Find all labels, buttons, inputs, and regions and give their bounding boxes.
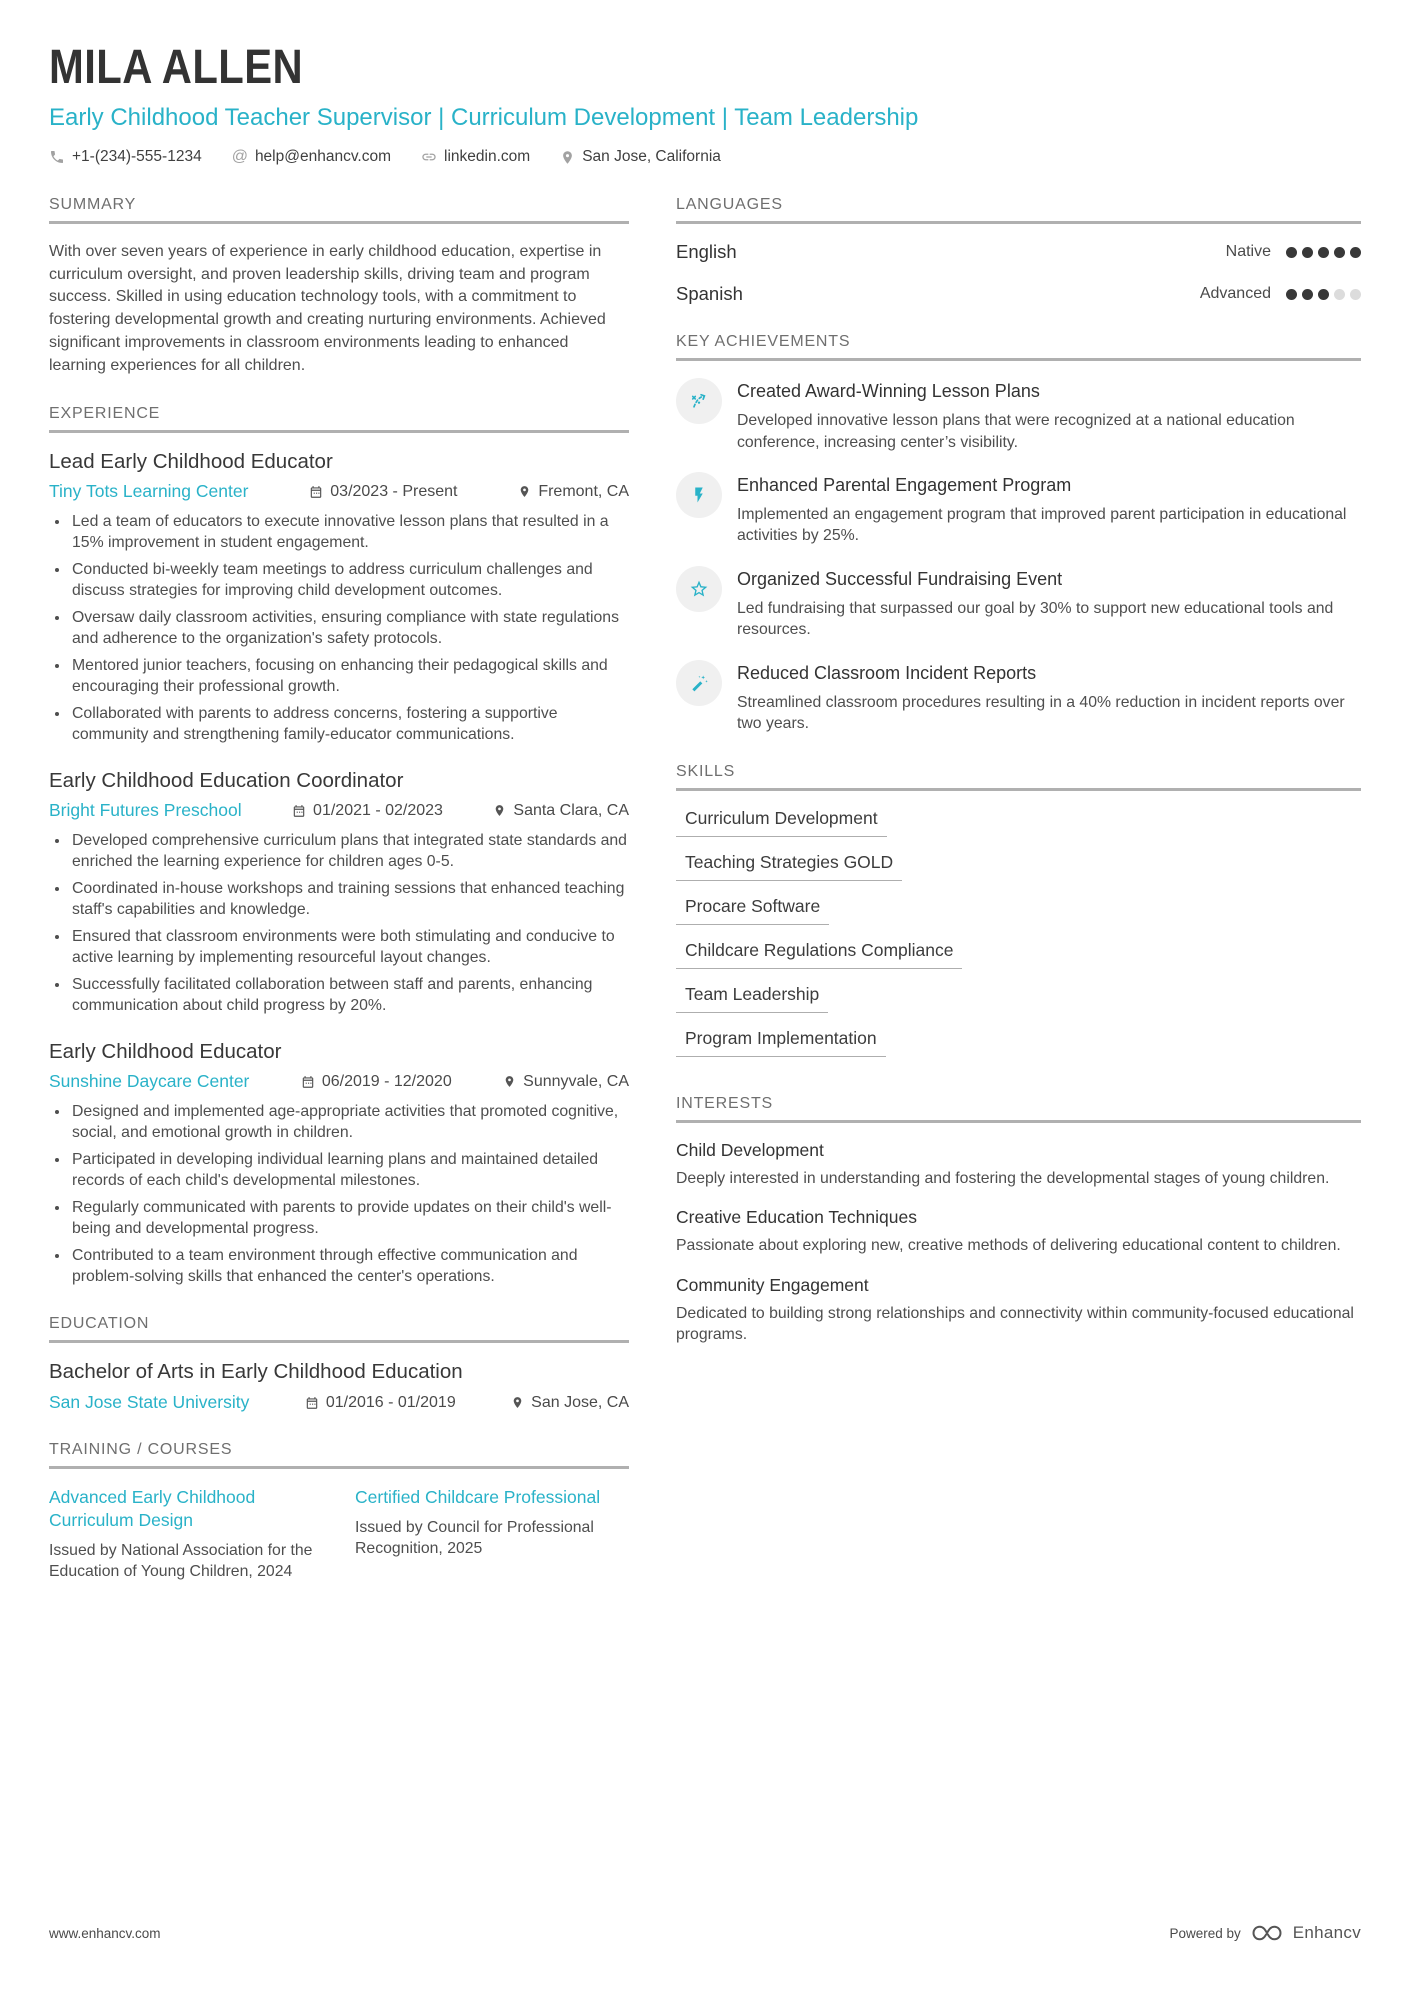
language-name: Spanish	[676, 283, 743, 304]
location-pin-icon	[493, 804, 506, 817]
contact-link	[421, 148, 530, 166]
skill-tag: Teaching Strategies GOLD	[676, 852, 902, 881]
skills-heading: SKILLS	[676, 763, 1361, 791]
language-row	[676, 283, 1361, 305]
phone-icon	[49, 149, 65, 165]
company-link[interactable]: Sunshine Daycare Center	[49, 1071, 250, 1092]
location-pin-icon	[503, 1075, 516, 1088]
interest-description: Deeply interested in understanding and fostering the developmental stages of young children.	[676, 1169, 1330, 1187]
at-icon: @	[231, 148, 248, 165]
course-title[interactable]: Advanced Early Childhood Curriculum Design	[49, 1487, 256, 1531]
achievement-title: Enhanced Parental Engagement Program	[737, 474, 1072, 495]
interest-entry	[676, 1275, 1361, 1346]
job-dates: 01/2021 - 02/2023	[292, 802, 443, 820]
lightning-icon	[676, 472, 722, 518]
education-dates: 01/2016 - 01/2019	[305, 1394, 456, 1412]
email-address[interactable]: help@enhancv.com	[254, 148, 392, 165]
achievement-entry	[676, 660, 1361, 735]
location-pin-icon	[560, 150, 575, 165]
bullet: • Developed comprehensive curriculum plans that integrated state standards and enriched the learning experience for children ages 0-5.	[70, 830, 629, 872]
bullet: • Led a team of educators to execute innovative lesson plans that resulted in a 15% improvement in student engagement.	[70, 511, 629, 553]
skill-tag: Curriculum Development	[676, 808, 887, 837]
language-proficiency-dots	[1286, 247, 1361, 258]
job-bullets	[49, 511, 629, 745]
achievement-entry	[676, 378, 1361, 453]
course-title[interactable]: Certified Childcare Professional	[355, 1487, 601, 1508]
calendar-icon	[292, 804, 306, 818]
achievement-description: Led fundraising that surpassed our goal by 30% to support new educational tools and resources.	[737, 599, 1334, 639]
achievement-description: Streamlined classroom procedures resulting in a 40% reduction in incident reports over two years.	[737, 693, 1345, 733]
interest-title: Community Engagement	[676, 1274, 869, 1295]
achievement-entry	[676, 566, 1361, 641]
interest-title: Child Development	[676, 1139, 824, 1160]
calendar-icon	[305, 1396, 319, 1410]
skill-tag: Procare Software	[676, 896, 829, 925]
skill-tag: Childcare Regulations Compliance	[676, 940, 962, 969]
skill-tag: Program Implementation	[676, 1028, 886, 1057]
summary-section	[49, 196, 629, 377]
job-title: Early Childhood Educator	[49, 1040, 282, 1064]
language-level: Native	[1225, 243, 1271, 260]
contact-email	[232, 148, 391, 166]
candidate-headline: Early Childhood Teacher Supervisor | Curriculum Development | Team Leadership	[49, 104, 919, 131]
job-bullets	[49, 1101, 629, 1287]
strategy-arrow-icon	[676, 378, 722, 424]
achievement-description: Implemented an engagement program that improved parent participation in educational activities by 25%.	[737, 506, 1347, 545]
calendar-icon	[309, 485, 323, 499]
summary-text: With over seven years of experience in early childhood education, expertise in curriculum oversight, and proven leadership skills, driving team and program success. Skilled in using education technology tools, with a commitment to fostering developmental growth and creating nurturing environments. Achieved significant improvements in classroom environments leading to enhanced learning experiences for all children.	[49, 243, 606, 374]
bullet: • Oversaw daily classroom activities, ensuring compliance with state regulations and adherence to the organization's safety protocols.	[70, 607, 629, 649]
job-location: Santa Clara, CA	[493, 802, 629, 820]
job-title: Early Childhood Education Coordinator	[49, 769, 404, 793]
calendar-icon	[301, 1075, 315, 1089]
location-pin-icon	[518, 485, 531, 498]
powered-by: Powered by Enhancv	[1169, 1923, 1361, 1942]
bullet: • Contributed to a team environment through effective communication and problem-solving skills that enhanced the center's operations.	[70, 1245, 629, 1287]
bullet: • Collaborated with parents to address concerns, fostering a supportive community and strengthening family-educator communications.	[70, 703, 629, 745]
language-row	[676, 241, 1361, 263]
left-column	[49, 196, 629, 1610]
degree-title: Bachelor of Arts in Early Childhood Education	[49, 1360, 463, 1384]
interest-title: Creative Education Techniques	[676, 1207, 917, 1228]
training-section	[49, 1441, 629, 1582]
education-location: San Jose, CA	[511, 1394, 629, 1412]
page-footer	[49, 1923, 1361, 1943]
job-dates: 03/2023 - Present	[309, 483, 457, 501]
company-link[interactable]: Bright Futures Preschool	[49, 800, 242, 821]
achievement-title: Organized Successful Fundraising Event	[737, 568, 1063, 589]
resume-header	[49, 41, 1361, 166]
location-text: San Jose, California	[582, 148, 721, 165]
bullet: • Coordinated in-house workshops and training sessions that enhanced teaching staff's capabilities and knowledge.	[70, 878, 629, 920]
company-link[interactable]: Tiny Tots Learning Center	[49, 481, 249, 502]
interest-description: Passionate about exploring new, creative methods of delivering educational content to children.	[676, 1237, 1341, 1255]
job-location: Sunnyvale, CA	[503, 1073, 629, 1091]
bullet: • Conducted bi-weekly team meetings to address curriculum challenges and discuss strategies for improving child development outcomes.	[70, 559, 629, 601]
contact-phone	[49, 148, 202, 166]
website-url[interactable]: www.enhancv.com	[49, 1925, 161, 1941]
interests-section	[676, 1095, 1361, 1346]
job-bullets	[49, 830, 629, 1016]
achievement-title: Reduced Classroom Incident Reports	[737, 662, 1037, 683]
phone-number[interactable]: +1-(234)-555-1234	[72, 148, 202, 165]
experience-section	[49, 405, 629, 1287]
course-issuer: Issued by Council for Professional Recognition, 2025	[355, 1519, 594, 1558]
skill-tag: Team Leadership	[676, 984, 828, 1013]
interest-entry	[676, 1140, 1361, 1189]
brand-name[interactable]: Enhancv	[1292, 1923, 1361, 1942]
star-icon	[676, 566, 722, 612]
achievement-entry	[676, 472, 1361, 547]
bullet: • Ensured that classroom environments were both stimulating and conducive to active learning by implementing resourceful layout changes.	[70, 926, 629, 968]
enhancv-logo-icon	[1250, 1924, 1284, 1942]
job-entry	[49, 450, 629, 745]
bullet: • Successfully facilitated collaboration between staff and parents, enhancing communication about child progress by 20%.	[70, 974, 629, 1016]
candidate-name: MILA ALLEN	[49, 41, 304, 94]
education-section	[49, 1315, 629, 1413]
experience-heading: EXPERIENCE	[49, 405, 629, 433]
contact-location	[560, 148, 721, 166]
language-proficiency-dots	[1286, 289, 1361, 300]
languages-heading: LANGUAGES	[676, 196, 1361, 224]
bullet: • Participated in developing individual learning plans and maintained detailed records of each child's developmental milestones.	[70, 1149, 629, 1191]
summary-heading: SUMMARY	[49, 196, 629, 224]
bullet: • Regularly communicated with parents to provide updates on their child's well-being and developmental progress.	[70, 1197, 629, 1239]
interest-entry	[676, 1207, 1361, 1256]
job-entry	[49, 1040, 629, 1287]
location-pin-icon	[511, 1396, 524, 1409]
interest-description: Dedicated to building strong relationships and connectivity within community-focused educational programs.	[676, 1304, 1354, 1344]
course-entry	[355, 1486, 629, 1582]
magic-wand-icon	[676, 660, 722, 706]
link-icon	[421, 149, 437, 165]
course-issuer: Issued by National Association for the Education of Young Children, 2024	[49, 1541, 313, 1581]
interests-heading: INTERESTS	[676, 1095, 1361, 1123]
education-heading: EDUCATION	[49, 1315, 629, 1343]
languages-section	[676, 196, 1361, 305]
linkedin-url[interactable]: linkedin.com	[444, 148, 531, 165]
bullet: • Designed and implemented age-appropriate activities that promoted cognitive, social, and emotional growth in children.	[70, 1101, 629, 1143]
achievements-heading: KEY ACHIEVEMENTS	[676, 333, 1361, 361]
language-level: Advanced	[1199, 285, 1271, 302]
job-title: Lead Early Childhood Educator	[49, 450, 333, 474]
achievement-description: Developed innovative lesson plans that were recognized at a national education conference, increasing center’s visibility.	[737, 412, 1295, 451]
right-column	[676, 196, 1361, 1610]
achievement-title: Created Award-Winning Lesson Plans	[737, 381, 1040, 401]
skills-section	[676, 763, 1361, 1057]
job-location: Fremont, CA	[518, 483, 629, 501]
job-dates: 06/2019 - 12/2020	[301, 1073, 452, 1091]
language-name: English	[676, 241, 737, 262]
job-entry	[49, 769, 629, 1016]
contact-row	[49, 148, 1361, 166]
achievements-section	[676, 333, 1361, 735]
bullet: • Mentored junior teachers, focusing on enhancing their pedagogical skills and encouraging their professional growth.	[70, 655, 629, 697]
course-entry	[49, 1486, 323, 1582]
school-link[interactable]: San Jose State University	[49, 1392, 250, 1413]
training-heading: TRAINING / COURSES	[49, 1441, 629, 1469]
